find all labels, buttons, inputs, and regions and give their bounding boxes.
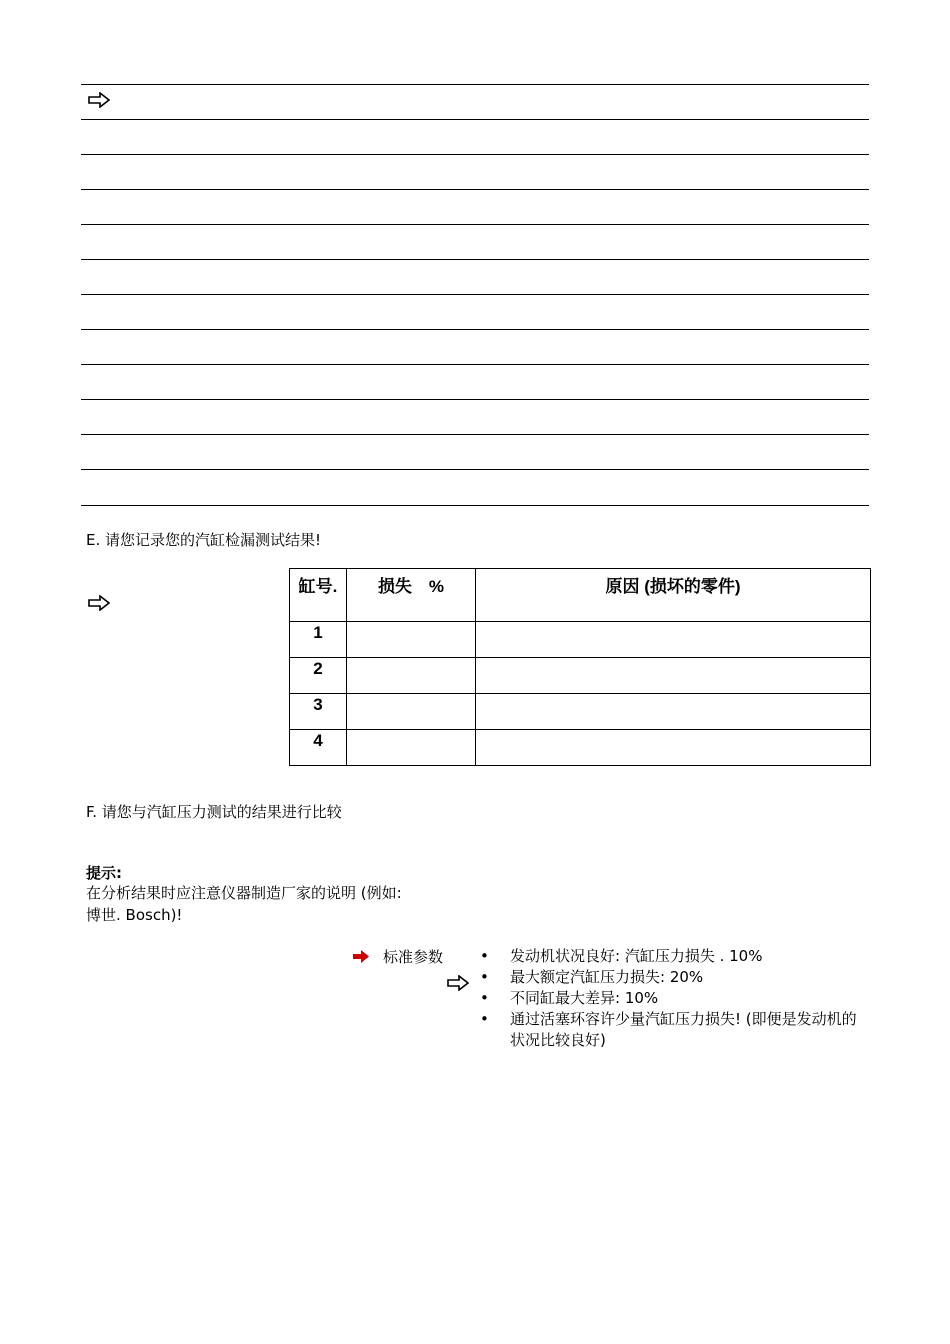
writing-line	[81, 119, 869, 120]
list-item	[480, 967, 860, 988]
standard-parameters-label: 标准参数	[383, 948, 444, 966]
loss-cell[interactable]	[347, 658, 476, 694]
table-row	[290, 730, 871, 766]
section-f-heading: F. 请您与汽缸压力测试的结果进行比较	[86, 803, 342, 821]
bullet: •	[480, 1010, 489, 1028]
loss-cell[interactable]	[347, 694, 476, 730]
bullet: •	[480, 968, 489, 986]
list-item	[480, 946, 860, 967]
table-row	[290, 658, 871, 694]
writing-line	[81, 364, 869, 365]
writing-line	[81, 259, 869, 260]
writing-line	[81, 189, 869, 190]
list-item-text: 发动机状况良好: 汽缸压力损失 . 10%	[510, 947, 763, 965]
cause-cell[interactable]	[476, 694, 871, 730]
column-header-cause: 原因 (损坏的零件)	[476, 569, 871, 622]
bullet: •	[480, 989, 489, 1007]
list-item-text: 通过活塞环容许少量汽缸压力损失! (即便是发动机的状况比较良好)	[510, 1010, 857, 1049]
writing-line	[81, 154, 869, 155]
hint-line: 博世. Bosch)!	[86, 906, 183, 924]
writing-line	[81, 434, 869, 435]
table-row	[290, 622, 871, 658]
hint-text	[86, 882, 486, 926]
cylinder-number: 2	[290, 658, 347, 694]
list-item-text: 最大额定汽缸压力损失: 20%	[510, 968, 704, 986]
section-e-heading: E. 请您记录您的汽缸检漏测试结果!	[86, 531, 322, 549]
list-item-text: 不同缸最大差异: 10%	[510, 989, 659, 1007]
writing-line	[81, 224, 869, 225]
column-header-cylinder: 缸号.	[290, 569, 347, 622]
writing-line	[81, 329, 869, 330]
writing-line	[81, 505, 869, 506]
cause-cell[interactable]	[476, 730, 871, 766]
red-pointer-arrow-icon	[353, 950, 369, 963]
outline-right-arrow-icon	[447, 975, 469, 991]
cylinder-number: 4	[290, 730, 347, 766]
cause-cell[interactable]	[476, 622, 871, 658]
loss-cell[interactable]	[347, 622, 476, 658]
outline-right-arrow-icon	[88, 595, 110, 611]
column-header-loss: 损失 %	[347, 569, 476, 622]
loss-cell[interactable]	[347, 730, 476, 766]
standard-parameters-list	[480, 946, 860, 1051]
bullet: •	[480, 947, 489, 965]
hint-line: 在分析结果时应注意仪器制造厂家的说明 (例如:	[86, 884, 402, 902]
outline-right-arrow-icon	[88, 92, 110, 108]
writing-line	[81, 399, 869, 400]
leak-test-table	[289, 568, 871, 766]
table-header-row	[290, 569, 871, 622]
cylinder-number: 1	[290, 622, 347, 658]
writing-line	[81, 469, 869, 470]
list-item	[480, 988, 860, 1009]
cause-cell[interactable]	[476, 658, 871, 694]
table-row	[290, 694, 871, 730]
hint-title: 提示:	[86, 864, 122, 882]
list-item	[480, 1009, 860, 1051]
cylinder-number: 3	[290, 694, 347, 730]
writing-line	[81, 84, 869, 85]
writing-line	[81, 294, 869, 295]
